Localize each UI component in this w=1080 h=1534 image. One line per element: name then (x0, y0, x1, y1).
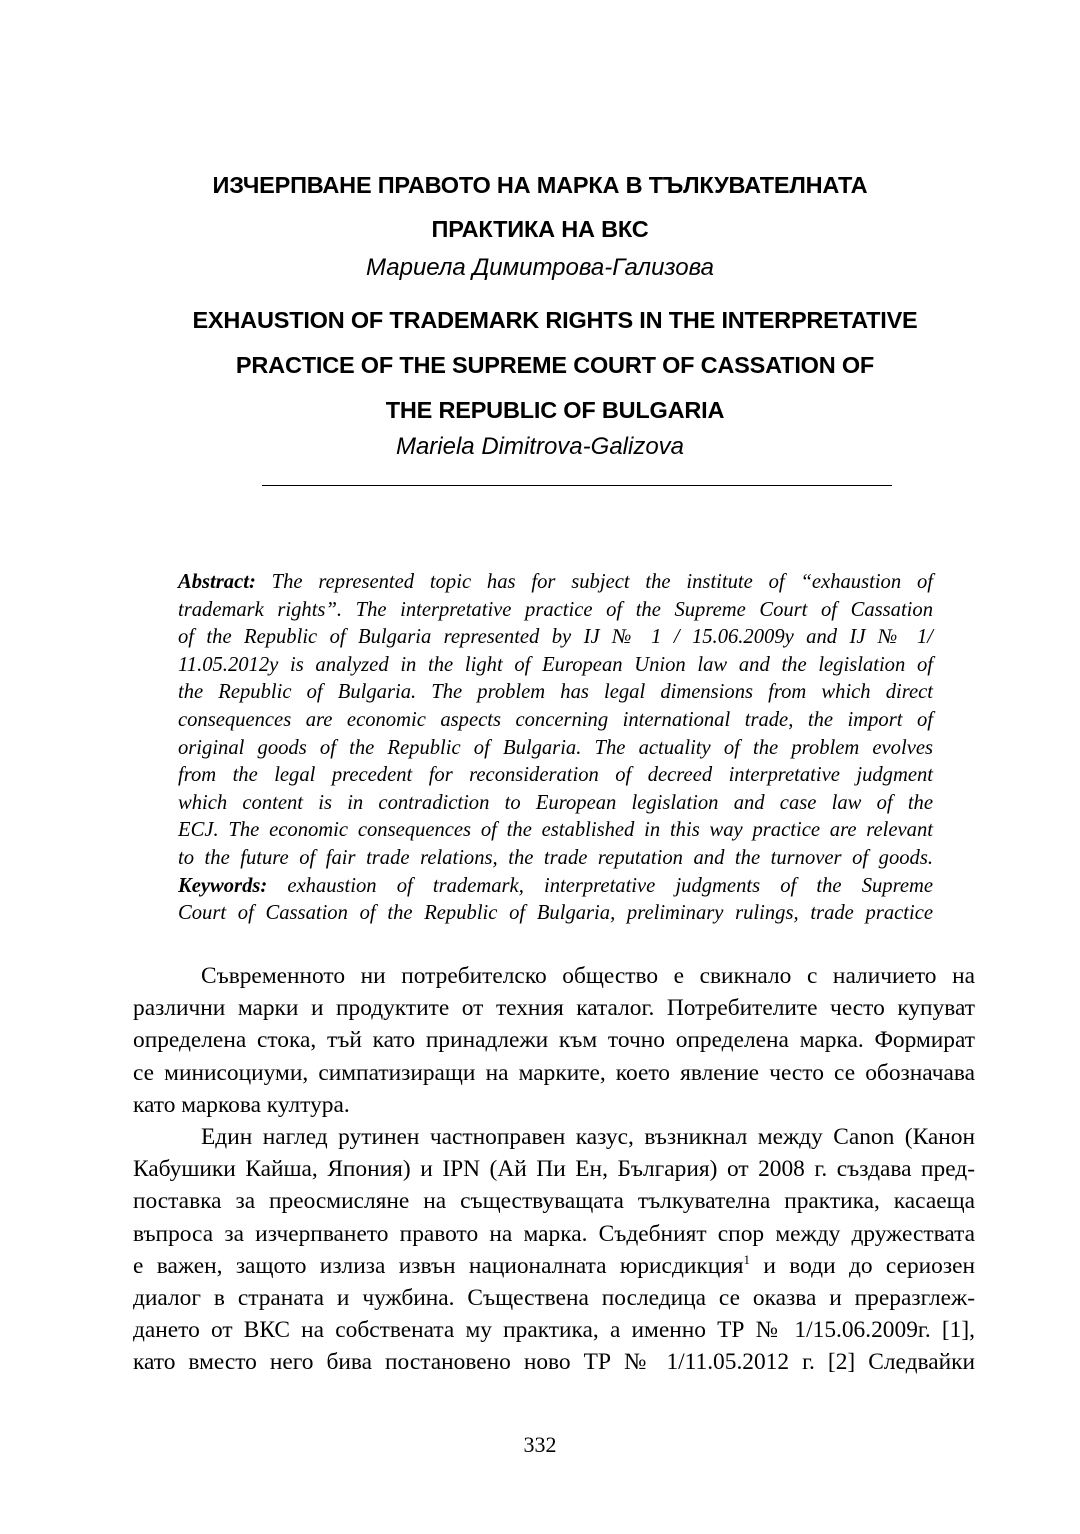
abstract-line: 11.05.2012y is analyzed in the light of European Union law and the legislation of (178, 653, 933, 676)
abstract-line: consequences are economic aspects concerning international trade, the import of (178, 708, 933, 731)
english-author: Mariela Dimitrova-Galizova (395, 433, 685, 460)
paragraph-2-line: е важен, защото излиза извън националната юрисдикция$^1$ и води до сериозен (133, 1251, 976, 1279)
footnote-reference[interactable]: 1 (743, 1251, 751, 1267)
keywords-line: Court of Cassation of the Republic of Bulgaria, preliminary rulings, trade practice (178, 902, 933, 925)
bulgarian-title-line-1: ИЗЧЕРПВАНЕ ПРАВОТО НА МАРКА В ТЪЛКУВАТЕЛНАТА (212, 172, 868, 198)
english-title (140, 298, 970, 433)
abstract-line: the Republic of Bulgaria. The problem has legal dimensions from which direct (178, 681, 933, 704)
abstract-line: Abstract: The represented topic has for subject the institute of “exhaustion of (178, 571, 933, 593)
paragraph-2-line: диалог в страната и чужбина. Съществена последица се оказва и преразглеж- (133, 1285, 975, 1312)
bulgarian-author: Мариела Димитрова-Гализова (365, 254, 714, 281)
english-title-line-2: PRACTICE OF THE SUPREME COURT OF CASSATION OF (235, 352, 875, 378)
paragraph-2-line: като вместо него бива постановено ново ТР № 1/11.05.2012 г. [2] Следвайки (133, 1349, 975, 1376)
keywords-label: Keywords: (178, 874, 268, 897)
english-title-line-3: THE REPUBLIC OF BULGARIA (385, 397, 725, 423)
paragraph-2-line: Един наглед рутинен частноправен казус, възникнал между Canon (Канон (201, 1124, 975, 1151)
bulgarian-title (150, 163, 930, 251)
abstract-line: trademark rights”. The interpretative practice of the Supreme Court of Cassation (178, 598, 933, 621)
body-text (133, 960, 975, 1379)
page-number: 332 (523, 1432, 557, 1457)
paragraph-1-line: различни марки и продуктите от техния каталог. Потребителите често купуват (133, 995, 975, 1022)
abstract-label: Abstract: (178, 571, 256, 593)
paragraph-1-line: Съвременното ни потребителско общество е свикнало с наличието на (201, 963, 975, 989)
paragraph-1-line: определена стока, тъй като принадлежи към точно определена марка. Формират (133, 1027, 975, 1054)
paragraph-2-line: дането от ВКС на собствената му практика, а именно ТР № 1/15.06.2009г. [1], (133, 1317, 975, 1344)
abstract-line: from the legal precedent for reconsideration of decreed interpretative judgment (178, 764, 933, 787)
abstract-line: of the Republic of Bulgaria represented by IJ № 1 / 15.06.2009y and IJ № 1/ (178, 626, 933, 649)
keywords-line: Keywords: exhaustion of trademark, interpretative judgments of the Supreme (178, 874, 933, 897)
abstract-line: original goods of the Republic of Bulgaria. The actuality of the problem evolves (178, 736, 933, 759)
paragraph-2-line: Кабушики Кайша, Япония) и IPN (Ай Пи Ен, България) от 2008 г. създава пред- (133, 1156, 975, 1183)
abstract-block (178, 569, 933, 928)
paragraph-1-line: като маркова култура. (133, 1091, 350, 1118)
abstract-line: which content is in contradiction to European legislation and case law of the (178, 791, 933, 814)
abstract-line: ECJ. The economic consequences of the established in this way practice are relevant (178, 819, 933, 842)
abstract-line: to the future of fair trade relations, the trade reputation and the turnover of goods. (178, 846, 933, 869)
paragraph-2-line: поставка за преосмисляне на съществуващата тълкувателна практика, касаеща (133, 1188, 975, 1215)
bulgarian-title-line-2: ПРАКТИКА НА ВКС (431, 216, 649, 242)
paragraph-1-line: се минисоциуми, симпатизиращи на марките, което явление често се обозначава (133, 1059, 975, 1086)
paragraph-2-line: въпроса за изчерпването правото на марка. Съдебният спор между дружествата (133, 1220, 975, 1247)
english-title-line-1: EXHAUSTION OF TRADEMARK RIGHTS IN THE INTERPRETATIVE (192, 307, 918, 333)
title-divider (262, 485, 892, 486)
